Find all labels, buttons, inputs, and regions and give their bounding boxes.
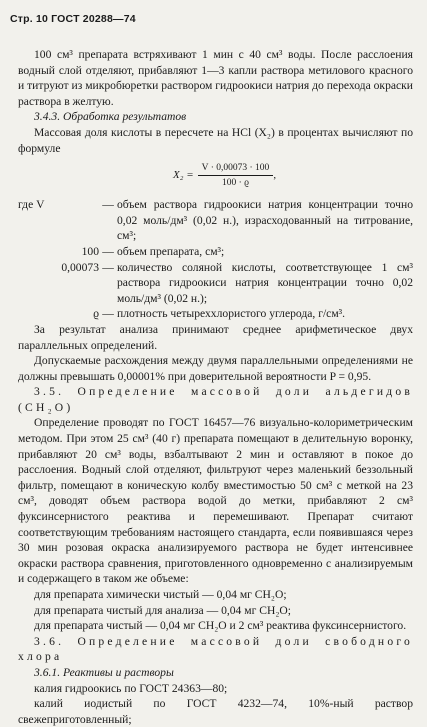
- section-heading-3-6-1: 3.6.1. Реактивы и растворы: [34, 665, 174, 679]
- formula-x2: [36, 162, 413, 189]
- document-body: [18, 47, 413, 727]
- paragraph-grade-1: для препарата химически чистый — 0,04 мг CH₂O;: [34, 588, 287, 601]
- definition-dash: —: [102, 198, 114, 212]
- definition-text: объем раствора гидроокиси натрия концентрации точно 0,02 моль/дм³ (0,02 н.), израсходованный на титрование, см³;: [117, 198, 413, 243]
- paragraph-reagent-1: калия гидроокись по ГОСТ 24363—80;: [34, 681, 228, 695]
- paragraph-grade-3: для препарата чистый — 0,04 мг CH₂O и 2 см³ реактива фуксинсернистого.: [34, 619, 407, 633]
- definition-symbol: где V: [18, 198, 45, 212]
- definition-text: объем препарата, см³;: [117, 244, 225, 258]
- definition-row: [18, 260, 413, 307]
- formula-tail: ,: [273, 168, 277, 181]
- paragraph-reagent-2: калий иодистый по ГОСТ 4232—74, 10%-ный раствор свежеприготовленный;: [18, 697, 413, 726]
- formula-definitions: [18, 197, 413, 322]
- definition-text: плотность четыреххлористого углерода, г/см³.: [117, 307, 346, 321]
- section-heading-3-4-3: 3.4.3. Обработка результатов: [34, 110, 187, 124]
- paragraph-grade-2: для препарата чистый для анализа — 0,04 мг CH₂O;: [34, 603, 291, 617]
- definition-symbol: 100: [81, 244, 99, 258]
- definition-row: [18, 306, 413, 322]
- definition-row: [18, 244, 413, 260]
- definition-symbol: 0,00073: [61, 260, 99, 274]
- page-header: Стр. 10 ГОСТ 20288—74: [10, 13, 136, 25]
- formula-denominator: 100 · ϱ: [221, 178, 249, 189]
- definition-symbol: ϱ: [93, 307, 99, 321]
- definition-dash: —: [102, 260, 114, 274]
- definition-row: [18, 197, 413, 244]
- paragraph-result: За результат анализа принимают среднее арифметическое двух параллельных определений.: [18, 322, 413, 352]
- formula-numerator: V · 0,00073 · 100: [198, 162, 274, 176]
- section-heading-3-5: 3.5. Определение массовой доли альдегидов (CH₂O): [18, 385, 413, 414]
- definition-text: количество соляной кислоты, соответствующее 1 см³ раствора гидроокиси натрия концентрации точно 0,02 моль/дм³ (0,02 н.);: [117, 260, 413, 305]
- formula-lhs: X₂ =: [172, 168, 194, 181]
- definition-dash: —: [102, 244, 114, 258]
- paragraph-acid-fraction: Массовая доля кислоты в пересчете на HCl (X₂) в процентах вычисляют по формуле: [18, 125, 413, 155]
- formula-fraction: [198, 162, 277, 189]
- paragraph-titration: 100 см³ препарата встряхивают 1 мин с 40 см³ воды. После расслоения водный слой отделяют, прибавляют 1—3 капли раствора метилового красного и титруют из микробюретки раствором гидроокиси натрия до перехода окраски раствора в желтую.: [18, 48, 413, 108]
- definition-dash: —: [102, 307, 114, 321]
- section-heading-3-6: 3.6. Определение массовой доли свободного хлора: [18, 634, 413, 664]
- paragraph-aldehyde-method: Определение проводят по ГОСТ 16457—76 визуально-колориметрическим методом. При этом 25 см³ (40 г) препарата помещают в делительную воронку, прибавляют 20 см³ воды, взбалтывают 2 мин и оставляют в покое до расслоения. Водный слой отделяют, фильтруют через маленький беззольный фильтр, помещают в коническую колбу вместимостью 50 см³ с меткой на 23 см³, доводят объем раствора водой до метки, прибавляют 2 см³ фуксинсернистого реактива и перемешивают. Препарат считают соответствующим требованиям настоящего стандарта, если появившаяся через 30 мин розовая окраска анализируемого раствора не будет интенсивнее окраски раствора сравнения, приготовленного одновременно с анализируемым и содержащего в таком же объеме:: [18, 416, 413, 586]
- paragraph-tolerance: Допускаемые расхождения между двумя параллельными определениями не должны превышать 0,00001% при доверительной вероятности P = 0,95.: [18, 354, 413, 383]
